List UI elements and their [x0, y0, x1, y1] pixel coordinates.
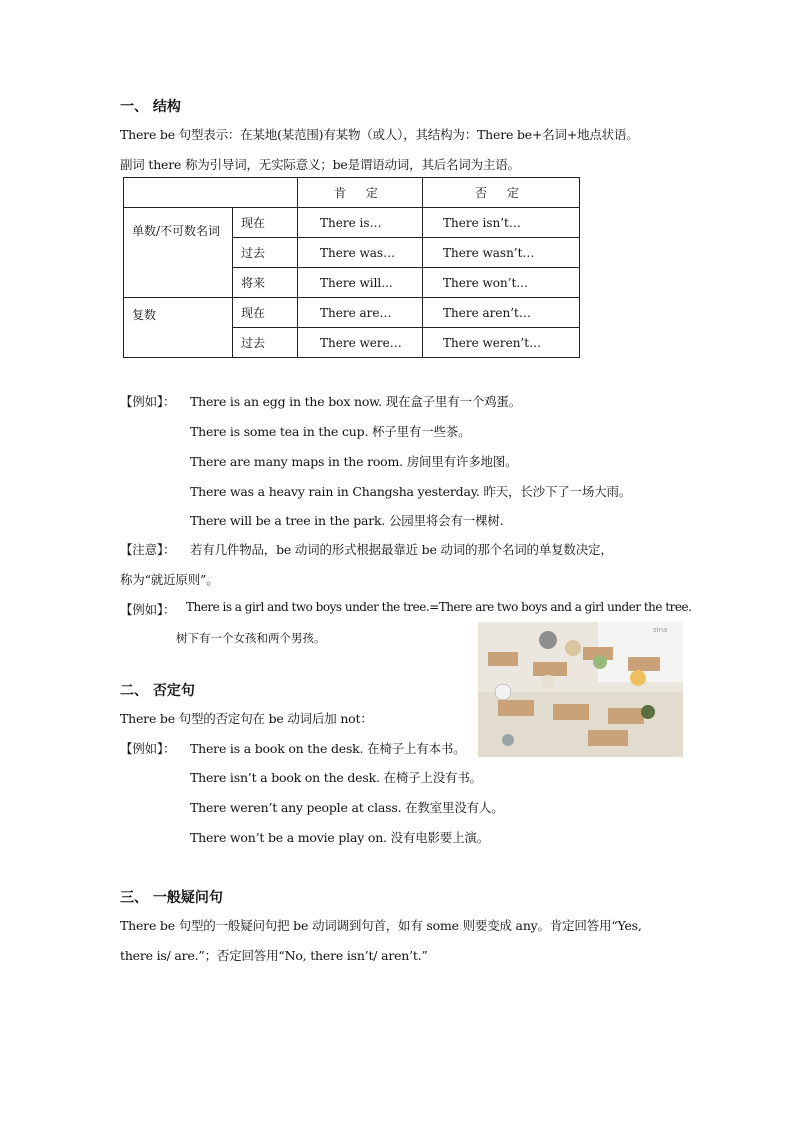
structure-line-2: 副词 there 称为引导词，无实际意义；be是谓语动词，其后名词为主语。 [120, 157, 520, 172]
there-be-table [123, 177, 580, 358]
affirmative-cell: There was… [298, 238, 423, 268]
negative-cell: There aren’t… [423, 298, 580, 328]
example-label: 【例如】： [120, 741, 176, 756]
group-plural-label: 复数 [124, 298, 233, 358]
header-affirmative: 肯 定 [298, 178, 423, 208]
tense-cell: 过去 [233, 238, 298, 268]
note-line-1: 若有几件物品，be 动词的形式根据最靠近 be 动词的那个名词的单复数决定， [190, 542, 613, 557]
negative-example: There isn’t a book on the desk. 在椅子上没有书。 [190, 770, 482, 785]
negative-cell: There weren’t… [423, 328, 580, 358]
classroom-illustration-image [478, 622, 683, 757]
section-heading-question: 三、 一般疑问句 [120, 890, 223, 906]
example-sentence: There will be a tree in the park. 公园里将会有一棵树. [190, 513, 504, 528]
example-sentence: There is an egg in the box now. 现在盒子里有一个鸡蛋。 [190, 394, 522, 409]
negative-cell: There wasn’t… [423, 238, 580, 268]
tense-cell: 现在 [233, 208, 298, 238]
question-line-2: there is/ are.”；否定回答用“No, there isn’t/ aren’t.” [120, 948, 428, 963]
example-sentence: There are many maps in the room. 房间里有许多地图。 [190, 454, 518, 469]
negative-example: There won’t be a movie play on. 没有电影要上演。 [190, 830, 489, 845]
proximity-example: There is a girl and two boys under the tree.=There are two boys and a girl under the tree. [186, 600, 692, 614]
section-heading-structure: 一、 结构 [120, 99, 181, 115]
affirmative-cell: There is… [298, 208, 423, 238]
tense-cell: 将来 [233, 268, 298, 298]
svg-text:sina: sina [653, 626, 668, 634]
affirmative-cell: There will... [298, 268, 423, 298]
note-label: 【注意】： [120, 542, 176, 557]
negative-cell: There isn’t… [423, 208, 580, 238]
note-line-2: 称为“就近原则”。 [120, 572, 219, 587]
group-singular-label: 单数/不可数名词 [124, 208, 233, 298]
example-sentence: There is some tea in the cup. 杯子里有一些茶。 [190, 424, 471, 439]
affirmative-cell: There are… [298, 298, 423, 328]
tense-cell: 过去 [233, 328, 298, 358]
example-label: 【例如】： [120, 394, 176, 409]
structure-line-1: There be 句型表示：在某地(某范围)有某物（或人），其结构为：There be+名词+地点状语。 [120, 127, 639, 142]
negative-example: There weren’t any people at class. 在教室里没有人。 [190, 800, 504, 815]
example-sentence: There was a heavy rain in Changsha yesterday. 昨天，长沙下了一场大雨。 [190, 484, 632, 499]
section-heading-negative: 二、 否定句 [120, 683, 195, 699]
table-corner [124, 178, 298, 208]
negative-example: There is a book on the desk. 在椅子上有本书。 [190, 741, 466, 756]
example-label: 【例如】： [120, 602, 176, 617]
negative-intro: There be 句型的否定句在 be 动词后加 not： [120, 711, 373, 726]
header-negative: 否 定 [423, 178, 580, 208]
proximity-translation: 树下有一个女孩和两个男孩。 [176, 631, 326, 645]
tense-cell: 现在 [233, 298, 298, 328]
question-line-1: There be 句型的一般疑问句把 be 动词调到句首，如有 some 则要变成 any。肯定回答用“Yes, [120, 918, 642, 933]
negative-cell: There won’t... [423, 268, 580, 298]
affirmative-cell: There were… [298, 328, 423, 358]
